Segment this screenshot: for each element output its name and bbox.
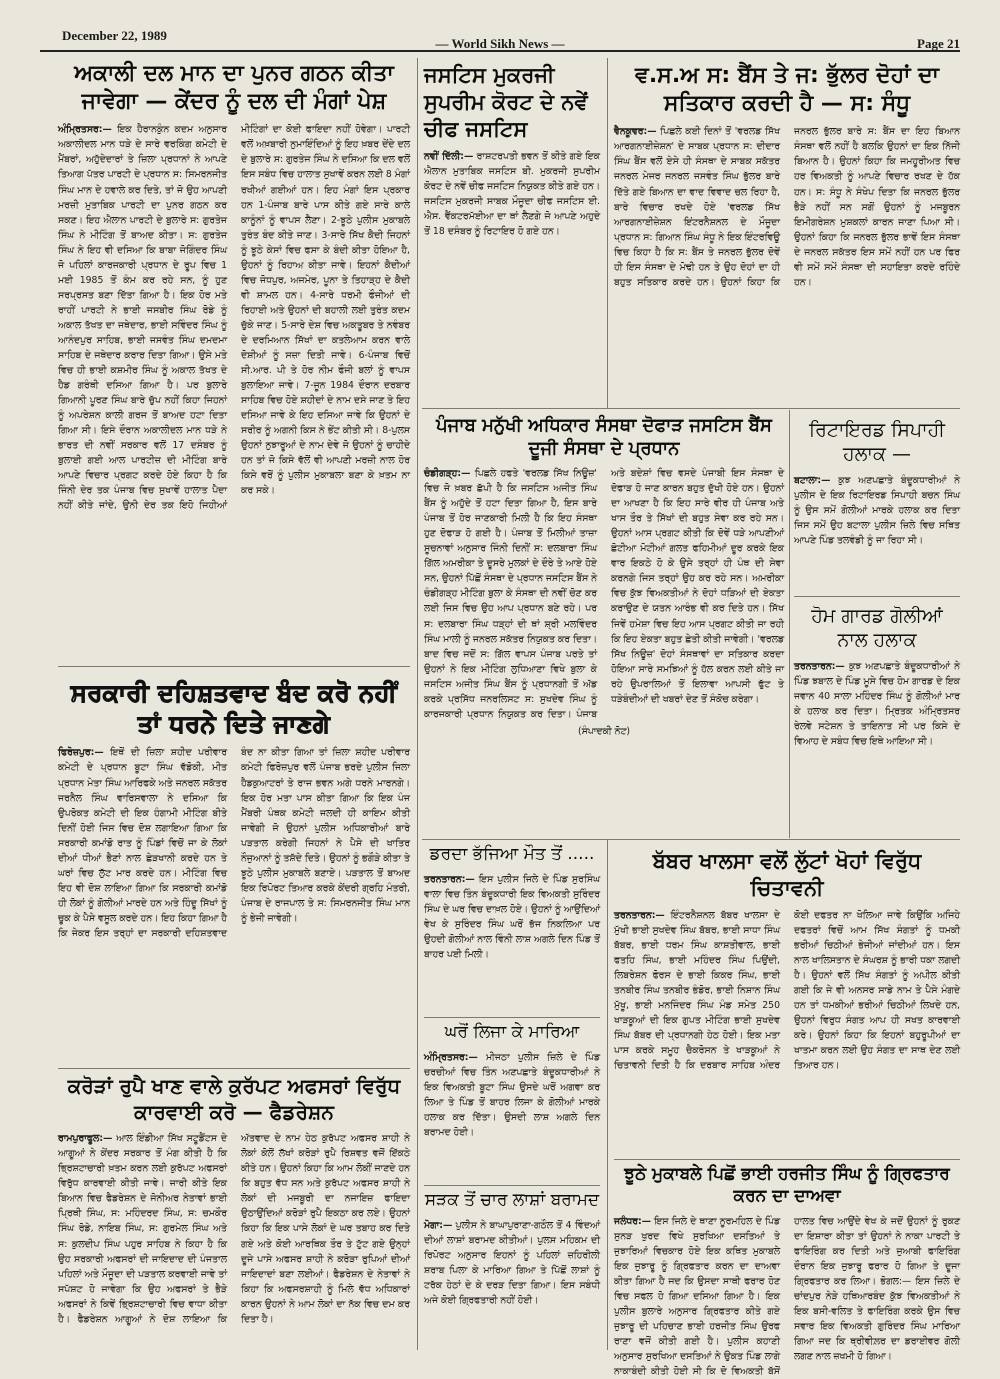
article-text: ਕੁਝ ਅਣਪਛਾਤੇ ਬੰਦੂਕਧਾਰੀਆਂ ਨੇ ਪਿੰਡ ਝਬਾਲ ਦੇ ਪਿੰਡ ਮੂਸੇ ਵਿਚ ਹੋਮ ਗਾਰਡ ਦੇ ਇਕ ਜਵਾਨ 40 ਸਾਲਾ ਮਹਿੰਦਰ ਸਿੰਘ ਨੂੰ ਗੋਲੀਆਂ ਮਾਰ ਕੇ ਹਲਾਕ ਕਰ ਦਿਤਾ। ਮ੍ਰਿਤਕ ਅੰਮ੍ਰਿਤਸਰ ਰੇਲਵੇ ਸਟੇਸ਼ਨ ਤੇ ਤਾਇਨਾਤ ਸੀ ਪਰ ਕਿਸੇ ਦੇ ਵਿਆਹ ਦੇ ਸਬੰਧ ਵਿਚ ਇਥੇ ਆਇਆ ਸੀ। [794,661,960,747]
headline-four-bodies: ਸੜਕ ਤੋਂ ਚਾਰ ਲਾਸ਼ਾਂ ਬਰਾਮਦ [424,1190,600,1212]
headline-taken-from-home: ਘਰੋਂ ਲਿਜਾ ਕੇ ਮਾਰਿਆ [424,1022,600,1044]
dateline: ਅੰਮ੍ਰਿਤਸਰ:— [424,1052,478,1063]
body-fled-death [424,872,600,962]
body-wso-sandhu [614,124,960,290]
headline-corrupt-officers: ਕਰੋੜਾਂ ਰੁਪੈ ਖਾਣ ਵਾਲੇ ਕੁਰੱਪਟ ਅਫਸਰਾਂ ਵਿਰੁੱਧ ਕਾਰਵਾਈ ਕਰੋ — ਫੈਡਰੇਸ਼ਨ [58,1074,410,1125]
body-four-bodies [424,1218,600,1308]
body-akali-dal [58,122,410,513]
dateline: ਤਰਨਤਾਰਨ:— [794,661,845,672]
article-text: ਪਿਛਲੇ ਹਫਤੇ 'ਵਰਲਡ ਸਿੱਖ ਨਿਊਜ਼' ਵਿਚ ਜੋ ਖ਼ਬਰ ਛੱਪੀ ਹੈ ਕਿ ਜਸਟਿਸ ਅਜੀਤ ਸਿੰਘ ਬੈਂਸ ਨੂੰ ਅਹੁੱਦੇ ਤੋਂ ਹਟਾ ਦਿਤਾ ਗਿਆ ਹੈ, ਇਸ ਬਾਰੇ ਪੰਜਾਬ ਤੋਂ ਹੋਰ ਜਾਣਕਾਰੀ ਮਿਲੀ ਹੈ ਕਿ ਇਹ ਸੰਸਥਾ ਹੁਣ ਦੋਫਾੜ ਹੋ ਗਈ ਹੈ। ਪੰਜਾਬ ਤੋਂ ਮਿਲੀਆਂ ਤਾਜ਼ਾ ਸੂਚਨਾਵਾਂ ਅਨੁਸਾਰ ਜਿੰਨੀ ਦਿਨੀਂ ਸ: ਦਲਬਾਰਾ ਸਿੰਘ ਗਿੱਲ ਅਮਰੀਕਾ ਤੇ ਦੂਸਰੇ ਮੁਲਕਾਂ ਦੇ ਦੌਰੇ ਤੇ ਆਏ ਹੋਏ ਸਨ, ਉਹਨਾਂ ਪਿੱਛੋਂ ਸੰਸਥਾ ਦੇ ਪ੍ਰਧਾਨ ਜਸਟਿਸ ਬੈਂਸ ਨੇ ਚੰਡੀਗੜ੍ਹ ਮੀਟਿੰਗ ਬੁਲਾ ਕੇ ਸੰਸਥਾ ਦੀ ਨਵੀਂ ਚੋਣ ਕਰ ਲਈ ਜਿਸ ਵਿਚ ਉਹ ਆਪ ਪ੍ਰਧਾਨ ਬਣੇ ਰਹੇ। ਪਰ ਸ: ਦਲਬਾਰਾ ਸਿੰਘ ਧੜ੍ਹਾਂ ਦੀ ਥਾਂ ਸ਼੍ਰੀ ਮਲਵਿੰਦਰ ਸਿੰਘ ਮਾਲੀ ਨੂੰ ਜਨਰਲ ਸਕੱਤਰ ਨਿਯੁਕਤ ਕਰ ਦਿਤਾ। ਬਾਦ ਵਿਚ ਜਦੋਂ ਸ: ਗਿੱਲ ਵਾਪਸ ਪੰਜਾਬ ਪਰਤੇ ਤਾਂ ਉਹਨਾਂ ਨੇ ਇਕ ਮੀਟਿੰਗ ਲੁਧਿਆਣਾ ਵਿਖੇ ਬੁਲਾ ਕੇ ਜਸਟਿਸ ਅਜੀਤ ਸਿੰਘ ਬੈਂਸ ਨੂੰ ਪ੍ਰਧਾਨਗੀ ਤੋਂ ਅੱਡ ਕਰਕੇ ਪ੍ਰਸਿੱਧ ਜਨਰਲਿਸਟ ਸ: ਸੁਖਦੇਵ ਸਿੰਘ ਨੂੰ ਕਾਰਜਕਾਰੀ ਪ੍ਰਧਾਨ ਨਿਯੁਕਤ ਕਰ ਦਿਤਾ। ਪੰਜਾਬ ਅਤੇ ਬਦੇਸ਼ਾਂ ਵਿਚ ਵਸਦੇ ਪੰਜਾਬੀ ਇਸ ਸੰਸਥਾ ਦੇ ਦੋਫਾੜ ਹੋ ਜਾਣ ਕਾਰਨ ਬਹੁਤ ਦੁੱਖੀ ਹੋਏ ਹਨ। ਉਹਨਾਂ ਦਾ ਆਖਣਾ ਹੈ ਕਿ ਇਹ ਸਾਰੇ ਵੀਰ ਹੀ ਪੰਜਾਬ ਅਤੇ ਖਾਸ ਤੌਰ ਤੇ ਸਿੱਖਾਂ ਦੀ ਬਹੁਤ ਸੇਵਾ ਕਰ ਰਹੇ ਸਨ। ਉਹਨਾਂ ਆਸ ਪ੍ਰਗਟ ਕੀਤੀ ਕਿ ਦੋਵੇਂ ਧੜੇ ਆਪਣੀਆਂ ਛੋਟੀਆ ਮੋਟੀਆਂ ਗਲਤ ਫਹਿਮੀਆਂ ਦੂਰ ਕਰਕੇ ਇਕ ਵਾਰ ਇਕਠੇ ਹੋ ਕੇ ਉਸੇ ਤਰ੍ਹਾਂ ਹੀ ਪੰਥ ਦੀ ਸੇਵਾ ਕਰਨਗੇ ਜਿਸ ਤਰ੍ਹਾਂ ਉਹ ਕਰ ਰਹੇ ਸਨ। ਅਮਰੀਕਾ ਵਿਚ ਕੁੱਝ ਵਿਅਕਤੀਆਂ ਨੇ ਦੋਹਾਂ ਧੜਿਆਂ ਦੀ ਏਕਤਾ ਕਰਾਉਣ ਦੇ ਯਤਨ ਆਰੰਭ ਵੀ ਕਰ ਦਿਤੇ ਹਨ। ਸਿੱਖ ਜਿਵੇਂ ਹਮੇਸ਼ਾ ਵਿਚ ਇਹ ਆਸ ਪ੍ਰਗਟ ਕੀਤੀ ਜਾ ਰਹੀ ਕਿ ਇਹ ਏਕਤਾ ਬਹੁਤ ਛੇਤੀ ਕੀਤੀ ਜਾਵੇਗੀ। 'ਵਰਲਡ ਸਿੱਖ ਨਿਊਜ਼' ਦੋਹਾਂ ਸੰਸਥਾਵਾਂ ਦਾ ਸਤਿਕਾਰ ਕਰਦਾ ਹੋਇਆ ਸਾਰੇ ਸਮਝਿਆਂ ਨੂੰ ਹੱਲ ਕਰਨ ਲਈ ਕੀਤੇ ਜਾ ਰਹੇ ਉਪਰਾਲਿਆਂ ਤੋਂ ਇਲਾਵਾ ਆਪਸੀ ਫੁੱਟ ਤੇ ਧੜੇਬੰਦੀਆਂ ਦੀ ਖਬਰਾਂ ਦੇਣ ਤੋਂ ਸੰਕੋਚ ਕਰੇਗਾ। [424,468,784,720]
section-rule [424,1185,600,1186]
issue-date: December 22, 1989 [62,28,167,44]
article-babbar-khalsa [614,848,960,1154]
article-corrupt-officers [58,1074,410,1350]
dateline: ਜਲੰਧਰ:— [614,1216,651,1227]
headline-fled-death: ਡਰਦਾ ਭੱਜਿਆ ਮੌਤ ਤੋਂ ..... [424,844,600,866]
page-header [40,22,960,52]
column-rule [607,840,608,1350]
body-taken-from-home [424,1050,600,1140]
article-text: ਪੁਲੀਸ ਨੇ ਬਾਘਾਪੁਰਾਣਾ-ਗਠੌਲ ਤੋਂ 4 ਵਿੰਦਆਂ ਦੀਆਂ ਲਾਸ਼ਾਂ ਬਰਾਮਦ ਕੀਤੀਆਂ। ਪੁਲਸ ਮਹਿਕਮ ਦੀ ਰਿਪੋਰਟ ਅਨੁਸਾਰ ਇਹਨਾਂ ਨੂੰ ਪਹਿਲਾਂ ਜ਼ਹਿਰੀਲੀ ਸ਼ਰਾਬ ਪਿਲਾ ਕੇ ਮਾਰਿਆ ਗਿਆ ਤੇ ਪਿੱਛੋਂ ਲਾਸ਼ਾਂ ਨੂੰ ਟਰੱਕ ਹੇਠਾਂ ਦੇ ਕੇ ਦਰੜ ਦਿਤਾ ਗਿਆ। ਇਸ ਸਬੰਧੀ ਅਜੇ ਕੋਈ ਗ੍ਰਿਫਤਾਰੀ ਨਹੀਂ ਹੋਈ। [424,1220,600,1306]
section-rule [422,408,960,409]
headline-akali-dal: ਅਕਾਲੀ ਦਲ ਮਾਨ ਦਾ ਪੁਨਰ ਗਠਨ ਕੀਤਾ ਜਾਵੇਗਾ — ਕੇਂਦਰ ਨੂੰ ਦਲ ਦੀ ਮੰਗਾਂ ਪੇਸ਼ [58,60,410,116]
article-taken-from-home [424,1022,600,1180]
article-home-guard [794,604,960,830]
article-text: ਪਿਛਲੇ ਕਈ ਦਿਨਾਂ ਤੋਂ 'ਵਰਲਡ ਸਿੱਖ ਆਰਗਨਾਈਜ਼ੇਸ਼ਨ' ਦੇ ਸਾਬਕ ਪ੍ਰਧਾਨ ਸ: ਦੀਦਾਰ ਸਿੰਘ ਬੈਂਸ ਵਲੋਂ ਏਸੇ ਹੀ ਸੰਸਥਾ ਦੇ ਸਾਬਕ ਸਕੱਤਰ ਜਨਰਲ ਮੇਜਰ ਜਨਰਲ ਜਸਵੰਤ ਸਿੰਘ ਭੁੱਲਰ ਬਾਰੇ ਦਿੱਤੇ ਗਏ ਬਿਆਨ ਦਾ ਵਾਦ ਵਿਵਾਦ ਚਲ ਰਿਹਾ ਹੈ, ਬਾਰੇ ਵਿਚਾਰ ਰਖਦੇ ਹੋਏ 'ਵਰਲਡ ਸਿੱਖ ਆਰਗਨਾਈਜ਼ੇਸ਼ਨ ਇਂਟਰਨੈਸ਼ਨਲ ਦੇ ਮੌਜੂਦਾ ਪ੍ਰਧਾਨ ਸ: ਗਿਆਨ ਸਿੰਘ ਸੰਧੂ ਨੇ ਇਕ ਇੰਟਰਵਿਊ ਵਿਚ ਕਿਹਾ ਹੈ ਕਿ ਸ: ਬੈਂਸ ਤੇ ਜਨਰਲ ਭੁੱਲਰ ਦੋਵੇਂ ਹੀ ਇਸ ਸੰਸਥਾ ਦੇ ਮੋਢੀ ਹਨ ਤੇ ਉਹ ਦੋਹਾਂ ਦਾ ਹੀ ਬਹੁਤ ਸਤਿਕਾਰ ਕਰਦੇ ਹਨ। ਉਹਨਾਂ ਕਿਹਾ ਕਿ ਜਨਰਲ ਭੁੱਲਰ ਬਾਰੇ ਸ: ਬੈਂਸ ਦਾ ਇਹ ਬਿਆਨ ਸੰਸਥਾ ਵਲੋਂ ਨਹੀਂ ਹੈ ਬਲਕਿ ਉਹਨਾਂ ਦਾ ਇਕ ਨਿੱਜੀ ਬਿਆਨ ਹੈ। ਉਹਨਾਂ ਕਿਹਾ ਕਿ ਜਮਹੂਰੀਅਤ ਵਿਚ ਹਰ ਵਿਅਕਤੀ ਨੂੰ ਆਪਣੇ ਵਿਚਾਰ ਰਖਣ ਦੇ ਹੱਕ ਹਨ। ਸ: ਸੰਧੂ ਨੇ ਸੰਖੇਪ ਦਿਤਾ ਕਿ ਜਨਰਲ ਭੁੱਲਰ ਭੈੜੇ ਨਹੀਂ ਸਨ ਸਗੋਂ ਉਹਨਾਂ ਨੂੰ ਮਜਬੂਰਨ ਇਮੀਗਰੇਸ਼ਨ ਮੁਸ਼ਕਲਾਂ ਕਾਰਨ ਜਾਣਾ ਪਿਆ ਸੀ। ਉਹਨਾਂ ਕਿਹਾ ਕਿ ਜਨਰਲ ਭੁੱਲਰ ਭਾਵੇਂ ਇਸ ਸੰਸਥਾ ਦੇ ਜਨਰਲ ਸਕੱਤਰ ਇਸ ਸਮੇਂ ਨਹੀਂ ਹਨ ਪਰ ਫਿਰ ਵੀ ਸਮੇਂ ਸਮੇਂ ਸੰਸਥਾ ਦੀ ਸਹਾਇਤਾ ਕਰਦੇ ਰਹਿੰਦੇ ਹਨ। [614,126,960,287]
article-human-rights [424,414,784,834]
section-rule [58,666,410,667]
headline-retired-soldier: ਰਿਟਾਇਰਡ ਸਿਪਾਹੀ ਹਲਾਕ — [794,418,960,467]
article-text: ਇਸ ਪੁਲੀਸ ਜਿਲੇ ਦੇ ਪਿੰਡ ਸੁਰਸਿੰਘ ਵਾਲਾ ਵਿਚ ਤਿੰਨ ਬੰਦੂਕਧਾਰੀ ਇਕ ਵਿਅਕਤੀ ਸੁਰਿੰਦਰ ਸਿੰਘ ਦੇ ਘਰ ਵਿਚ ਦਾਖ਼ਲ ਹੋਏ। ਉਹਨਾਂ ਨੂੰ ਆਉਂਦਿਆਂ ਵੇਖ ਕੇ ਸੁਰਿੰਦਰ ਸਿੰਘ ਘਰੋਂ ਭੱਜ ਨਿਕਲਿਆ ਪਰ ਉਹਦੀ ਗੋਲੀਆਂ ਨਾਲ ਵਿੰਨੀ ਲਾਸ਼ ਅਗਲੇ ਦਿਨ ਪਿੰਡ ਤੋਂ ਬਾਹਰ ਪਈ ਮਿਲੀ। [424,874,600,960]
section-rule [794,596,960,597]
body-babbar-khalsa [614,908,960,1074]
article-justice-mukherjee [424,62,600,264]
column-rule [607,58,608,408]
dateline: ਮੋਗਾ:— [424,1220,452,1231]
body-justice-mukherjee [424,149,600,239]
dateline: ਤਰਨਤਾਰਨ:— [614,910,665,921]
dateline: ਤਰਨਤਾਰਨ:— [424,874,475,885]
headline-harjit-singh: ਝੂਠੇ ਮੁਕਾਬਲੇ ਪਿਛੋਂ ਭਾਈ ਹਰਜੀਤ ਸਿੰਘ ਨੂੰ ਗ੍ਰਿਫਤਾਰ ਕਰਨ ਦਾ ਦਾਅਵਾ [614,1164,960,1208]
article-govt-terrorism [58,678,410,1064]
article-text: ਆਲ ਇੰਡੀਆ ਸਿੱਖ ਸਟੂਡੈਂਟਸ ਦੇ ਆਗੂਆਂ ਨੇ ਕੇਂਦਰ ਸਰਕਾਰ ਤੋਂ ਮੰਗ ਕੀਤੀ ਹੈ ਕਿ ਭ੍ਰਿਸ਼ਟਾਚਾਰੀ ਖ਼ਤਮ ਕਰਨ ਲਈ ਕੁਰੱਪਟ ਅਫਸਰਾਂ ਵਿਰੁੱਧ ਕਾਰਵਾਈ ਕੀਤੀ ਜਾਵੇ। ਜਾਰੀ ਕੀਤੇ ਇਕ ਬਿਆਨ ਵਿਚ ਫੈਡਰੇਸ਼ਨ ਦੇ ਜੋਨੀਅਰ ਨੇਤਾਵਾਂ ਭਾਈ ਪ੍ਰਿਥੀ ਸਿੰਘ, ਸ: ਮਹਿੰਦਰਦ ਸਿੰਘ, ਸ: ਚਮਕੌਰ ਸਿੰਘ ਰੋਡੇ, ਨਾਇਬ ਸਿੰਘ, ਸ: ਗੁਰਮੇਲ ਸਿੰਘ ਅਤੇ ਸ: ਕੁਲਦੀਪ ਸਿੰਘ ਪਹੁਰ ਸਾਹਿਬ ਨੇ ਕਿਹਾ ਹੈ ਕਿ ਉਹ ਸਰਕਾਰੀ ਅਫਸਰਾਂ ਦੀ ਜਾਇਦਾਦ ਦੀ ਪੰਜਤਾਲ ਪਹਿਲਾਂ ਅਤੇ ਮੌਜੂਦਾ ਦੀ ਪੜਤਾਲ ਕਰਵਾਈ ਜਾਵੇ ਤਾਂ ਸਪੱਸ਼ਟ ਹੋ ਜਾਵੇਗਾ ਕਿ ਉਹ ਅਫਸਰਾਂ ਤੇ ਭੈੜੇ ਅਫਸਰਾਂ ਨੇ ਕਿਵੇਂ ਭ੍ਰਿਸ਼ਟਾਚਾਰੀ ਵਿਚ ਵਾਧਾ ਕੀਤਾ ਹੈ। ਫੈਡਰੇਸ਼ਨ ਆਗੂਆਂ ਨੇ ਦੋਸ਼ ਲਾਇਆ ਕਿ ਅੱਤਵਾਦ ਦੇ ਨਾਮ ਹੇਠ ਕੁਰੱਪਟ ਅਫਸਰ ਸ਼ਾਹੀ ਨੇ ਲੋਕਾਂ ਕੋਲੋਂ ਲੱਖਾਂ ਕਰੋੜਾਂ ਰੁਪੈ ਰਿਸ਼ਵਤ ਵਜੋਂ ਇੱਕਠੇ ਕੀਤੇ ਹਨ। ਉਹਨਾਂ ਕਿਹਾ ਕਿ ਆਮ ਲੋਕੀਂ ਜਾਣਦੇ ਹਨ ਕਿ ਬਹੁਤ ਵੱਧ ਸਨ ਅਤੇ ਕੁਰੱਪਟ ਅਫਸਰ ਸ਼ਾਹੀ ਨੇ ਲੋਕਾਂ ਦੀ ਮਜਬੂਰੀ ਦਾ ਨਜਾਇਜ਼ ਫਾਇਦਾ ਉਠਾਉਂਦਿਆਂ ਕਰੋੜਾਂ ਰੁਪੈ ਇਕਠਾ ਕਰ ਲਏ। ਉਹਨਾਂ ਕਿਹਾ ਕਿ ਇਕ ਪਾਸੇ ਲੋਕਾਂ ਦੇ ਘਰ ਤਬਾਹ ਕਰ ਦਿਤੇ ਗਏ ਅਤੇ ਕੋਈ ਆਰਥਿਕ ਤੌਰ ਤੇ ਟੁੱਟ ਗਏ ਉਨ੍ਹਾਂ ਦੂਜੇ ਪਾਸੇ ਅਫਸਰ ਸ਼ਾਹੀ ਨੇ ਕਰੋੜਾ ਰੁਪਿਆਂ ਦੀਆਂ ਜਾਇਦਾਦਾਂ ਬਣਾ ਲਈਆਂ। ਫੈਡਰੇਸ਼ਨ ਦੇ ਨੇਤਾਵਾਂ ਨੇ ਕਿਹਾ ਕਿ ਅਫਸਰਸ਼ਾਹੀ ਨੂੰ ਮਿਲੇ ਵੱਧ ਅਧਿਕਾਰਾਂ ਕਾਰਨ ਉਹਨਾਂ ਨੇ ਆਮ ਲੋਕਾਂ ਦਾ ਨੱਕ ਵਿਚ ਦਮ ਕਰ ਦਿਤਾ ਹੈ। [58,1133,410,1325]
dateline: ਫਿਰੋਜ਼ਪੁਰ:— [58,747,104,758]
editorial-note: (ਸੰਪਾਦਕੀ ਨੋਟ) [424,726,784,737]
body-human-rights [424,466,784,722]
headline-govt-terrorism: ਸਰਕਾਰੀ ਦਹਿਸ਼ਤਵਾਦ ਬੰਦ ਕਰੋ ਨਹੀਂ ਤਾਂ ਧਰਨੇ ਦਿਤੇ ਜਾਣਗੇ [58,678,410,739]
article-wso-sandhu [614,62,960,392]
article-four-bodies [424,1190,600,1350]
newspaper-page [40,22,960,1352]
article-fled-death [424,844,600,1012]
headline-wso-sandhu: ਵ.ਸ.ਅ ਸ: ਬੈਂਸ ਤੇ ਜ: ਭੁੱਲਰ ਦੋਹਾਂ ਦਾ ਸਤਿਕਾਰ ਕਰਦੀ ਹੈ — ਸ: ਸੰਧੂ [614,62,960,118]
column-rule [417,58,418,1350]
headline-home-guard: ਹੋਮ ਗਾਰਡ ਗੋਲੀਆਂ ਨਾਲ ਹਲਾਕ [794,604,960,653]
article-retired-soldier [794,418,960,588]
dateline: ਬਟਾਲਾ:— [794,475,830,486]
article-text: ਇਕ ਹੈਰਾਨਕੁੰਨ ਕਦਮ ਅਨੁਸਾਰ ਅਕਾਲੀਦਲ ਮਾਨ ਧੜੇ ਦੇ ਸਾਰੇ ਵਰਕਿੰਗ ਕਮੇਟੀ ਦੇ ਮੈਂਬਰਾਂ, ਅਹੁੱਦੇਦਾਰਾਂ ਤੇ ਜ਼ਿਲਾ ਪ੍ਰਧਾਨਾਂ ਨੇ ਆਪਣੇ ਤਿਆਗ ਪੱਤਰ ਪਾਰਟੀ ਦੇ ਪ੍ਰਧਾਨ ਸ: ਸਿਮਰਨਜੀਤ ਸਿੰਘ ਮਾਨ ਦੇ ਹਵਾਲੇ ਕਰ ਦਿਤੇ, ਤਾਂ ਜੋ ਉਹ ਆਪਣੀ ਮਰਜ਼ੀ ਮੁਤਾਬਿਕ ਪਾਰਟੀ ਦਾ ਪੁਨਰ ਗਠਨ ਕਰ ਸਕਣ। ਇਹ ਐਲਾਨ ਪਾਰਟੀ ਦੇ ਬੁਲਾਰੇ ਸ: ਗੁਰਤੇਜ ਸਿੰਘ ਨੇ ਮੀਟਿੰਗ ਤੋਂ ਬਾਅਦ ਕੀਤਾ। ਸ: ਗੁਰਤੇਜ ਸਿੰਘ ਨੇ ਇਹ ਵੀ ਦਸਿਆ ਕਿ ਬਾਬਾ ਜੋਗਿੰਦਰ ਸਿੰਘ ਜੋ ਪਹਿਲਾਂ ਕਾਰਜਕਾਰੀ ਪ੍ਰਧਾਨ ਦੇ ਰੂਪ ਵਿਚ 1 ਮਈ 1985 ਤੋਂ ਕੰਮ ਕਰ ਰਹੇ ਸਨ, ਨੂੰ ਹੁਣ ਸਰਪ੍ਰਸਤ ਬਣਾ ਦਿੱਤਾ ਗਿਆ ਹੈ। ਇਕ ਹੋਰ ਮਤੇ ਰਾਹੀਂ ਪਾਰਟੀ ਨੇ ਭਾਈ ਜਸਬੀਰ ਸਿੰਘ ਰੋਡੇ ਨੂੰ ਅਕਾਲ ਤੱਖਤ ਦਾ ਜਥੇਦਾਰ, ਭਾਈ ਸਵਿੰਦਰ ਸਿੰਘ ਨੂੰ ਆਨੰਦਪੁਰ ਸਾਹਿਬ, ਭਾਈ ਜਸਵੰਤ ਸਿੰਘ ਦਮਦਮਾ ਸਾਹਿਬ ਦੇ ਜਥੇਦਾਰ ਕਰਾਰ ਦਿਤਾ ਗਿਆ। ਉਸੇ ਮਤੇ ਵਿਚ ਹੀ ਭਾਈ ਕਸ਼ਮੀਰ ਸਿੰਘ ਨੂੰ ਅਕਾਲ ਤੱਖਤ ਦੇ ਹੈਡ ਗਰੰਥੀ ਦਸਿਆ ਗਿਆ ਹੈ। ਪਰ ਬੁਲਾਰੇ ਗਿਆਨੀ ਪੂਰਣ ਸਿੰਘ ਬਾਰੇ ਚੁੱਪ ਨਹੀਂ ਕਿਹਾ ਜਿਹਨਾਂ ਨੂੰ ਅਪਰੇਸ਼ਨ ਕਾਲੀ ਗਰਜ ਤੋਂ ਬਾਅਦ ਹਟਾ ਦਿਤਾ ਗਿਆ ਸੀ। ਇਸੇ ਦੌਰਾਨ ਅਕਾਲੀਦਲ ਮਾਨ ਧੜੇ ਨੇ ਭਾਰਤ ਦੀ ਨਵੀਂ ਸਰਕਾਰ ਵਲੋਂ 17 ਦਸੰਬਰ ਨੂੰ ਬੁਲਾਈ ਗਈ ਆਲ ਪਾਰਟੀਜ਼ ਦੀ ਮੀਟਿੰਗ ਬਾਰੇ ਆਪਣੇ ਵਿਚਾਰ ਪ੍ਰਗਟ ਕਰਦੇ ਹੋਏ ਕਿਹਾ ਹੈ ਕਿ ਜਿੰਨੀ ਦੇਰ ਤਕ ਪੰਜਾਬ ਵਿਚ ਸੁਖਾਵੇਂ ਹਾਲਾਤ ਪੈਦਾ ਨਹੀਂ ਕੀਤੇ ਜਾਂਦੇ, ਉਨੀ ਦੇਰ ਤਕ ਇਹੋ ਜਿਹੀਆਂ ਮੀਟਿੰਗਾਂ ਦਾ ਕੋਈ ਫਾਇਦਾ ਨਹੀਂ ਹੋਵੇਗਾ। ਪਾਰਟੀ ਵਲੋਂ ਅਖ਼ਬਾਰੀ ਨੁਮਾਇੰਦਿਆਂ ਨੂੰ ਇਹ ਖ਼ਬਰ ਦੇਂਦੇ ਦਲ ਦੇ ਬੁਲਾਰੇ ਸ: ਗੁਰਤੇਜ ਸਿੰਘ ਨੇ ਦਸਿਆ ਕਿ ਦਲ ਵਲੋਂ ਇਸ ਸਬੰਧ ਵਿਚ ਹਾਲਾਤ ਸੁਖਾਵੇਂ ਕਰਨ ਲਈ 8 ਮੰਗਾਂ ਰਖੀਆਂ ਗਈਆਂ ਹਨ। ਇਹ ਮੰਗਾਂ ਇਸ ਪ੍ਰਕਾਰ ਹਨ 1-ਪੰਜਾਬ ਬਾਰੇ ਪਾਸ ਕੀਤੇ ਗਏ ਸਾਰੇ ਕਾਲੇ ਕਾਨੂੰਨਾਂ ਨੂੰ ਵਾਪਸ ਲੈਣਾ। 2-ਝੂਠੇ ਪੁਲੀਸ ਮੁਕਾਬਲੇ ਤੁਰੰਤ ਬੰਦ ਕੀਤੇ ਜਾਣ। 3-ਸਾਰੇ ਸਿੱਖ ਕੈਦੀ ਜਿਹਨਾਂ ਨੂੰ ਝੂਠੇ ਕੇਸਾਂ ਵਿਚ ਫਸਾ ਕੇ ਬੰਦੀ ਕੀਤਾ ਹੋਇਆ ਹੈ, ਉਹਨਾਂ ਨੂੰ ਰਿਹਾਅ ਕੀਤਾ ਜਾਵੇ। ਇਹਨਾਂ ਕੈਦੀਆਂ ਵਿਚ ਜੋਧਪੁਰ, ਅਜਮੇਰ, ਪੂਨਾ ਤੇ ਤਿਹਾੜ੍ਹ ਦੇ ਕੈਦੀ ਵੀ ਸ਼ਾਮਲ ਹਨ। 4-ਸਾਰੇ ਧਰਮੀ ਫੌਜੀਆਂ ਦੀ ਰਿਹਾਈ ਅਤੇ ਉਹਨਾਂ ਦੀ ਬਹਾਲੀ ਲਈ ਤੁਰੰਤ ਕਦਮ ਚੁੱਕੇ ਜਾਣ। 5-ਸਾਰੇ ਦੇਸ਼ ਵਿਚ ਅਕਤੂਬਰ ਤੇ ਨਵੰਬਰ ਦੇ ਦਰਮਿਆਨ ਸਿੱਖਾਂ ਦਾ ਕਤਲੇਆਮ ਕਰਨ ਵਾਲੇ ਦੋਸ਼ੀਆਂ ਨੂੰ ਸਜ਼ਾ ਦਿਤੀ ਜਾਵੇ। 6-ਪੰਜਾਬ ਵਿਚੋਂ ਸੀ.ਆਰ. ਪੀ ਤੇ ਹੋਰ ਨੀਮ ਫੌਜੀ ਬਲਾਂ ਨੂੰ ਵਾਪਸ ਬੁਲਾਇਆ ਜਾਵੇ। 7-ਜੂਨ 1984 ਦੌਰਾਨ ਦਰਬਾਰ ਸਾਹਿਬ ਵਿਚ ਹੋਏ ਸ਼ਹੀਦਾਂ ਦੇ ਨਾਮ ਦਸੇ ਜਾਣ ਤੇ ਇਹ ਦਸਿਆ ਜਾਵੇ ਕੇ ਇਹ ਦਸਿਆ ਜਾਵੇ ਕਿ ਉਹਨਾਂ ਦੇ ਸਰੀਰ ਨੂੰ ਅਗਨੀ ਕਿਸ ਨੇ ਭੇਂਟ ਕੀਤੀ ਸੀ। 8-ਪੁਲਸ ਉਹਨਾਂ ਨੁਝਾਰੂਆਂ ਦੇ ਨਾਮ ਦੇਵੇ ਜੋ ਉਹਨਾਂ ਨੂੰ ਚਾਹੀਦੇ ਹਨ ਤਾਂ ਜੋ ਕਿਸੇ ਵੱਲੋਂ ਵੀ ਆਪਣੀ ਮਰਜ਼ੀ ਨਾਲ ਹੋਰ ਕਿਸੇ ਵਰੋਂ ਨੂੰ ਪੁਲੀਸ ਮੁਕਾਬਲਾ ਬਣਾ ਕੇ ਖ਼ਤਮ ਨਾ ਕਰ ਸਕੇ। [58,124,410,511]
article-harjit-singh [614,1164,960,1350]
section-rule [422,839,960,840]
dateline: ਚੰਡੀਗੜ੍ਹ:— [424,468,470,479]
article-text: ਮੀਜਠਾ ਪੁਲੀਸ ਜ਼ਿਲੇ ਦੇ ਪਿੰਡ ਚਰਚੀਆਂ ਵਿਚ ਤਿੰਨ ਅਣਪਛਾਤੇ ਬੰਦੂਕਧਾਰੀਆਂ ਨੇ ਇਕ ਵਿਅਕਤੀ ਬੂਟਾ ਸਿੰਘ ਉਸਦੇ ਘਰੋਂ ਅਗਵਾ ਕਰ ਲਿਆ ਤੇ ਪਿੰਡ ਤੋਂ ਬਾਹਰ ਲਿਜਾ ਕੇ ਗੋਲੀਆਂ ਮਾਰਕੇ ਹਲਾਕ ਕਰ ਦਿੱਤਾ। ਉਸਦੀ ਲਾਸ਼ ਅਗਲੇ ਦਿਨ ਬਰਾਮਦ ਹੋਈ। [424,1052,600,1138]
article-akali-dal [58,60,410,652]
section-rule [424,1017,600,1018]
body-harjit-singh [614,1214,960,1379]
dateline: ਵੈਨਕੂਵਰ:— [614,126,657,137]
section-rule [58,1068,410,1069]
column-rule [789,410,790,838]
page-number: Page 21 [917,36,960,52]
section-rule [614,1159,960,1160]
dateline: ਅੰਮ੍ਰਿਤਸਰ:— [58,124,112,135]
article-text: ਇੰਟਰਨੈਸ਼ਨਲ ਬੱਬਰ ਖਾਲਸਾ ਦੇ ਮੁੱਖੀ ਭਾਈ ਸੁਖਦੇਵ ਸਿੰਘ ਬੱਬਰ, ਭਾਈ ਸਾਧਾ ਸਿੰਘ ਬੱਬਰ, ਭਾਈ ਧਰਮ ਸਿੰਘ ਕਾਸ਼ਤੀਵਾਲ, ਭਾਈ ਫਤਹਿ ਸਿੰਘ, ਭਾਈ ਮਹਿੰਦਰ ਸਿੰਘ ਪਿਉਂਦੀ, ਲਿਬਰੇਸ਼ਨ ਫੋਰਸ ਦੇ ਭਾਈ ਕਿਕਰ ਸਿੰਘ, ਭਾਈ ਤਨਬੀਰ ਸਿੰਘ ਤਨਬੀਰ ਭੰਡੋਰ, ਭਾਈ ਨਿਸ਼ਾਨ ਸਿੰਘ ਮੁੱਖੂ, ਭਾਈ ਮਨਜਿੰਦਰ ਸਿੰਘ ਮੰਡ ਸਮੇਤ 250 ਖਾੜਕੂਆਂ ਦੀ ਇਕ ਗੁਪਤ ਮੀਟਿੰਗ ਭਾਈ ਸੁਖਦੇਵ ਸਿੰਘ ਬੱਬਰ ਦੀ ਪ੍ਰਧਾਨਗੀ ਹੇਠ ਹੋਈ। ਇਕ ਮਤਾ ਪਾਸ ਕਰਕੇ ਸਮੂਹ ਚੈਕਰੋਸਨ ਤੇ ਖਾੜਕੂਆਂ ਨੇ ਚਿਤਾਵਨੀ ਦਿਤੀ ਹੈ ਕਿ ਦਰਬਾਰ ਸਾਹਿਬ ਅੰਦਰ ਕੋਈ ਦਫਤਰ ਨਾ ਖੋਲਿਆ ਜਾਵੇ ਕਿਉਂਕਿ ਅਜਿਹੇ ਦਫਤਰਾਂ ਵਿਚੋਂ ਆਮ ਸਿੱਖ ਸੰਗਤਾਂ ਨੂੰ ਧਮਕੀ ਭਰੀਆਂ ਚਿਠੀਆਂ ਭੇਜੀਆਂ ਜਾਂਦੀਆਂ ਹਨ। ਇਸ ਨਾਲ ਖਾਲਿਸਤਾਨ ਦੇ ਸੰਘਰਸ਼ ਨੂੰ ਭਾਰੀ ਧਕਾ ਲਗਦੀ ਹੈ। ਉਹਨਾਂ ਵਲੋਂ ਸਿੱਖ ਸੰਗਤਾਂ ਨੂੰ ਅਪੀਲ ਕੀਤੀ ਗਈ ਕਿ ਜੇ ਵੀ ਅਨਸਰ ਸਾਡੇ ਨਾਮ ਤੇ ਪੈਸੇ ਮੰਗਦੇ ਹਨ ਤਾਂ ਧਮਕੀਆਂ ਭਰੀਆਂ ਚਿਠੀਆਂ ਲਿਖਦੇ ਹਨ, ਉਹਨਾਂ ਵਿਰੁਧ ਸੰਗਤ ਆਪ ਹੀ ਸਖਤ ਕਾਰਵਾਈ ਕਰੇ। ਉਹਨਾਂ ਕਿਹਾ ਕਿ ਇਹਨਾਂ ਬਹੁਰੂਪੀਆਂ ਦਾ ਖਾਤਮਾ ਕਰਨ ਲਈ ਉਹ ਸੰਗਤ ਦਾ ਸਾਥ ਦੇਣ ਲਈ ਤਿਆਰ ਹਨ। [614,910,960,1071]
headline-human-rights: ਪੰਜਾਬ ਮਨੁੱਖੀ ਅਧਿਕਾਰ ਸੰਸਥਾ ਦੋਫਾੜ ਜਸਟਿਸ ਬੈਂਸ ਦੂਜੀ ਸੰਸਥਾ ਦੇ ਪ੍ਰਧਾਨ [424,414,784,460]
headline-babbar-khalsa: ਬੱਬਰ ਖਾਲਸਾ ਵਲੋਂ ਲੁੱਟਾਂ ਖੋਹਾਂ ਵਿਰੁੱਧ ਚਿਤਾਵਨੀ [614,848,960,902]
article-text: ਰਾਸ਼ਟਰਪਤੀ ਭਵਨ ਤੋਂ ਕੀਤੇ ਗਏ ਇਕ ਐਲਾਨ ਮੁਤਾਬਿਕ ਜਸਟਿਸ ਬੀ. ਮੁਕਰਜੀ ਸੁਪਰੀਮ ਕੋਰਟ ਦੇ ਨਵੇਂ ਚੀਫ ਜਸਟਿਸ ਨਿਯੁਕਤ ਕੀਤੇ ਗਏ ਹਨ। ਜਸਟਿਸ ਮੁਕਰਜੀ ਸਾਬਕ ਮੌਜੂਦਾ ਚੀਫ ਜਸਟਿਸ ਈ. ਐਸ. ਵੈਂਕਟਰਮੱਈਆ ਦਾ ਥਾਂ ਲੈਣਗੇ ਜੋ ਆਪਣੇ ਅਹੁਦੇ ਤੋਂ 18 ਦਸੰਬਰ ਨੂੰ ਰਿਟਾਇਰ ਹੋ ਗਏ ਹਨ। [424,151,600,237]
body-corrupt-officers [58,1131,410,1327]
body-govt-terrorism [58,745,410,941]
article-text: ਕੁਝ ਅਣਪਛਾਤੇ ਬੰਦੂਕਧਾਰੀਆਂ ਨੇ ਪੁਲੀਸ ਦੇ ਇਕ ਰਿਟਾਇਰਡ ਸਿਪਾਹੀ ਬਚਨ ਸਿੰਘ ਨੂੰ ਉਸ ਸਮੇਂ ਗੋਲੀਆਂ ਮਾਰਕੇ ਹਲਾਕ ਕਰ ਦਿਤਾ ਜਿਸ ਸਮੇਂ ਉਹ ਬਟਾਲਾ ਪੁਲੀਸ ਜ਼ਿਲੇ ਵਿਚ ਸਥਿਤ ਆਪਣੇ ਪਿੰਡ ਤਲਵੰਡੀ ਨੂੰ ਜਾ ਰਿਹਾ ਸੀ। [794,475,960,546]
dateline: ਨਵੀਂ ਦਿੱਲੀ:— [424,151,473,162]
publication-name: — World Sikh News — [40,36,960,52]
body-home-guard [794,659,960,749]
dateline: ਰਾਮਪੁਰਾਫੂਲ:— [58,1133,112,1144]
headline-justice-mukherjee: ਜਸਟਿਸ ਮੁਕਰਜੀ ਸੁਪਰੀਮ ਕੋਰਟ ਦੇ ਨਵੇਂ ਚੀਫ ਜਸਟਿਸ [424,62,600,143]
article-text: ਇਥੋਂ ਦੀ ਜ਼ਿਲਾ ਸ਼ਹੀਦ ਪਰੀਵਾਰ ਕਮੇਟੀ ਦੇ ਪ੍ਰਧਾਨ ਬੂਟਾ ਸਿੰਘ ਵੱਡੋਕੀ, ਮੀਤ ਪ੍ਰਧਾਨ ਮੇਤਾ ਸਿੰਘ ਆਰਿਫਕੇ ਅਤੇ ਜਨਰਲ ਸਕੱਤਰ ਜਰਨੈਲ ਸਿੰਘ ਵਾਰਿਸਵਾਲਾ ਨੇ ਦਸਿਆ ਕਿ ਉਪਰੋਕਤ ਕਮੇਟੀ ਦੀ ਇਕ ਹੰਗਾਮੀ ਮੀਟਿੰਗ ਬੀਤੇ ਦਿਨੀਂ ਹੋਈ ਜਿਸ ਵਿਚ ਦੋਸ਼ ਲਗਾਇਆ ਗਿਆ ਕਿ ਸਰਕਾਰੀ ਕਮਾਂਡੋ ਰਾਤ ਨੂੰ ਪਿੰਡਾਂ ਵਿਚੋਂ ਜਾ ਕੇ ਲੋਕਾਂ ਦੀਆਂ ਧੀਆਂ ਭੈਣਾਂ ਨਾਲ ਛੇੜਖਾਨੀ ਕਰਦੇ ਹਨ ਤੇ ਘਰਾਂ ਵਿਚ ਲੁੱਟ ਮਾਰ ਕਰਦੇ ਹਨ। ਮੀਟਿੰਗ ਵਿਚ ਇਹ ਵੀ ਦੋਸ਼ ਲਾਇਆ ਗਿਆ ਕਿ ਸਰਕਾਰੀ ਕਮਾਂਡੋ ਹੀ ਲੋਕਾਂ ਨੂੰ ਗੋਲੀਆਂ ਮਾਰਦੇ ਹਨ ਅਤੇ ਹਿੰਦੂ ਸਿੱਖਾਂ ਨੂੰ ਚੂਕ ਕੇ ਪੈਸੇ ਵਸੂਲ ਕਰਦੇ ਹਨ। ਇਹ ਕਿਹਾ ਗਿਆ ਹੈ ਕਿ ਜੇਕਰ ਇਸ ਤਰ੍ਹਾਂ ਦਾ ਸਰਕਾਰੀ ਦਹਿਸ਼ਤਵਾਦ ਬੰਦ ਨਾ ਕੀਤਾ ਗਿਆ ਤਾਂ ਜ਼ਿਲਾ ਸ਼ਹੀਦ ਪਰੀਵਾਰ ਕਮੇਟੀ ਫਿਰੋਜ਼ਪੁਰ ਵਲੋਂ ਪੰਜਾਬ ਭਰਦੇ ਪੁਲੀਸ ਜਿਲਾ ਹੈਡਕੁਆਟਰਾਂ ਤੇ ਰਾਜ ਭਵਨ ਅਗੇ ਧਰਨੇ ਮਾਰਨਗੇ। ਇਕ ਹੋਰ ਮਤਾ ਪਾਸ ਕੀਤਾ ਗਿਆ ਕਿ ਇਕ ਪੰਜ ਮੈਂਬਰੀ ਪੰਥਕ ਕਮੇਟੀ ਜਲਦੀ ਹੀ ਕਾਇਮ ਕੀਤੀ ਜਾਵੇਗੀ ਜੋ ਉਹਨਾਂ ਪੁਲੀਸ ਅਧਿਕਾਰੀਆਂ ਬਾਰੇ ਪੜਤਾਲ ਕਰੇਗੀ ਜਿਹਨਾਂ ਨੇ ਪੈਸੇ ਦੀ ਖਾਤਿਰ ਨੌਜੁਆਨਾਂ ਨੂੰ ਤਸ਼ੱਦੇ ਦਿਤੇ। ਉਹਨਾਂ ਨੂੰ ਭਗੌੜੇ ਕੀਤਾ ਤੇ ਝੂਠੇ ਪੁਲੀਸ ਮੁਕਾਬਲੇ ਬਣਾਏ। ਪੜਤਾਲ ਤੋਂ ਬਾਅਦ ਇਕ ਰਿਪੋਰਟ ਤਿਆਰ ਕਰਕੇ ਕੇਂਦਰੀ ਗ੍ਰਹਿ ਮੰਤਰੀ, ਪੰਜਾਬ ਦੇ ਰਾਜਪਾਲ ਤੇ ਸ: ਸਿਮਰਨਜੀਤ ਸਿੰਘ ਮਾਨ ਨੂੰ ਭੇਜੀ ਜਾਵੇਗੀ। [58,747,410,939]
article-text: ਇਸ ਜਿਲੇ ਦੇ ਥਾਣਾ ਨੂਰਮਹਿਲ ਦੇ ਪਿੰਡ ਸੁਨੜ ਖੁਰਦ ਵਿਖੇ ਸੁਰਖਿਆ ਦਸਤਿਆਂ ਤੇ ਜੁਝਾਰਿਆਂ ਵਿਚਕਾਰ ਹੋਏ ਇਕ ਕਥਿਤ ਮੁਕਾਬਲੇ ਇਕ ਜੁਝਾਰੂ ਨੂੰ ਗ੍ਰਿਫਤਾਰ ਕਰਨ ਦਾ ਦਾਅਵਾ ਕੀਤਾ ਗਿਆ ਹੈ ਜਦ ਕਿ ਉਸਦਾ ਸਾਥੀ ਫਰਾਰ ਹੋਣ ਵਿਚ ਸਫਲ ਹੋ ਗਿਆ ਦਸਿਆ ਗਿਆ ਹੈ। ਇਕ ਪੁਲੀਸ ਬੁਲਾਰੇ ਅਨੁਸਾਰ ਗ੍ਰਿਫਤਾਰ ਕੀਤੇ ਗਏ ਜੁਝਾਰੂ ਦੀ ਪਹਿਚਾਣ ਭਾਈ ਹਰਜੀਤ ਸਿੰਘ ਉਰਫ ਰਾਣਾ ਵਜੋਂ ਕੀਤੀ ਗਈ ਹੈ। ਪੁਲੀਸ ਕਹਾਣੀ ਅਨੁਸਾਰ ਸੁਰਖਿਆ ਦਸਤਿਆਂ ਨੇ ਉਕਤ ਪਿੰਡ ਲਾਗੇ ਨਾਕਾਬੰਦੀ ਕੀਤੀ ਹੋਈ ਸੀ ਕਿ ਦੋ ਵਿਅਕਤੀ ਬੱਸੋਂ ਹਾਲਤ ਵਿਚ ਆਉਂਦੇ ਵੇਖ ਕੇ ਜਦੋਂ ਉਹਨਾਂ ਨੂੰ ਰੁਕਣ ਦਾ ਇਸ਼ਾਰਾ ਕੀਤਾ ਤਾਂ ਉਹਨਾਂ ਨੇ ਨਾਕਾ ਪਾਰਟੀ ਤੇ ਫਾਇਰਿੰਗ ਕਰ ਦਿਤੀ ਅਤੇ ਜੁਆਬੀ ਫਾਇਰਿੰਗ ਦੌਰਾਨ ਇਕ ਜੁਝਾਰੂ ਫਰਾਰ ਹੋ ਗਿਆ ਤੇ ਦੂਜਾ ਗ੍ਰਿਫਤਾਰ ਕਰ ਲਿਆ। ਭੋਗਲ:— ਇਸ ਜ਼ਿਲੇ ਦੇ ਚਾਂਦਪੁਰ ਨੇੜੇ ਹਥਿਆਰਬੰਦ ਕੁੱਝ ਵਿਅਕਤੀਆਂ ਨੇ ਇਕ ਬਸੀ-ਵਲਿਤ ਤੇ ਫਾਇਰਿੰਗ ਕਰਕੇ ਉਸ ਵਿਚ ਸਵਾਰ ਇਕ ਵਿਅਕਤੀ ਗੁਰਿੰਦਰ ਸਿੰਘ ਮਾਰਿਆ ਗਿਆ ਜਦ ਕਿ ਥ੍ਰੀਵੀਲ਼ਰ ਦਾ ਡਰਾਈਵਰ ਗੋਲੀ ਲਗਣ ਨਾਲ ਜ਼ਖਮੀ ਹੋ ਗਿਆ। [614,1216,960,1377]
body-retired-soldier [794,473,960,548]
